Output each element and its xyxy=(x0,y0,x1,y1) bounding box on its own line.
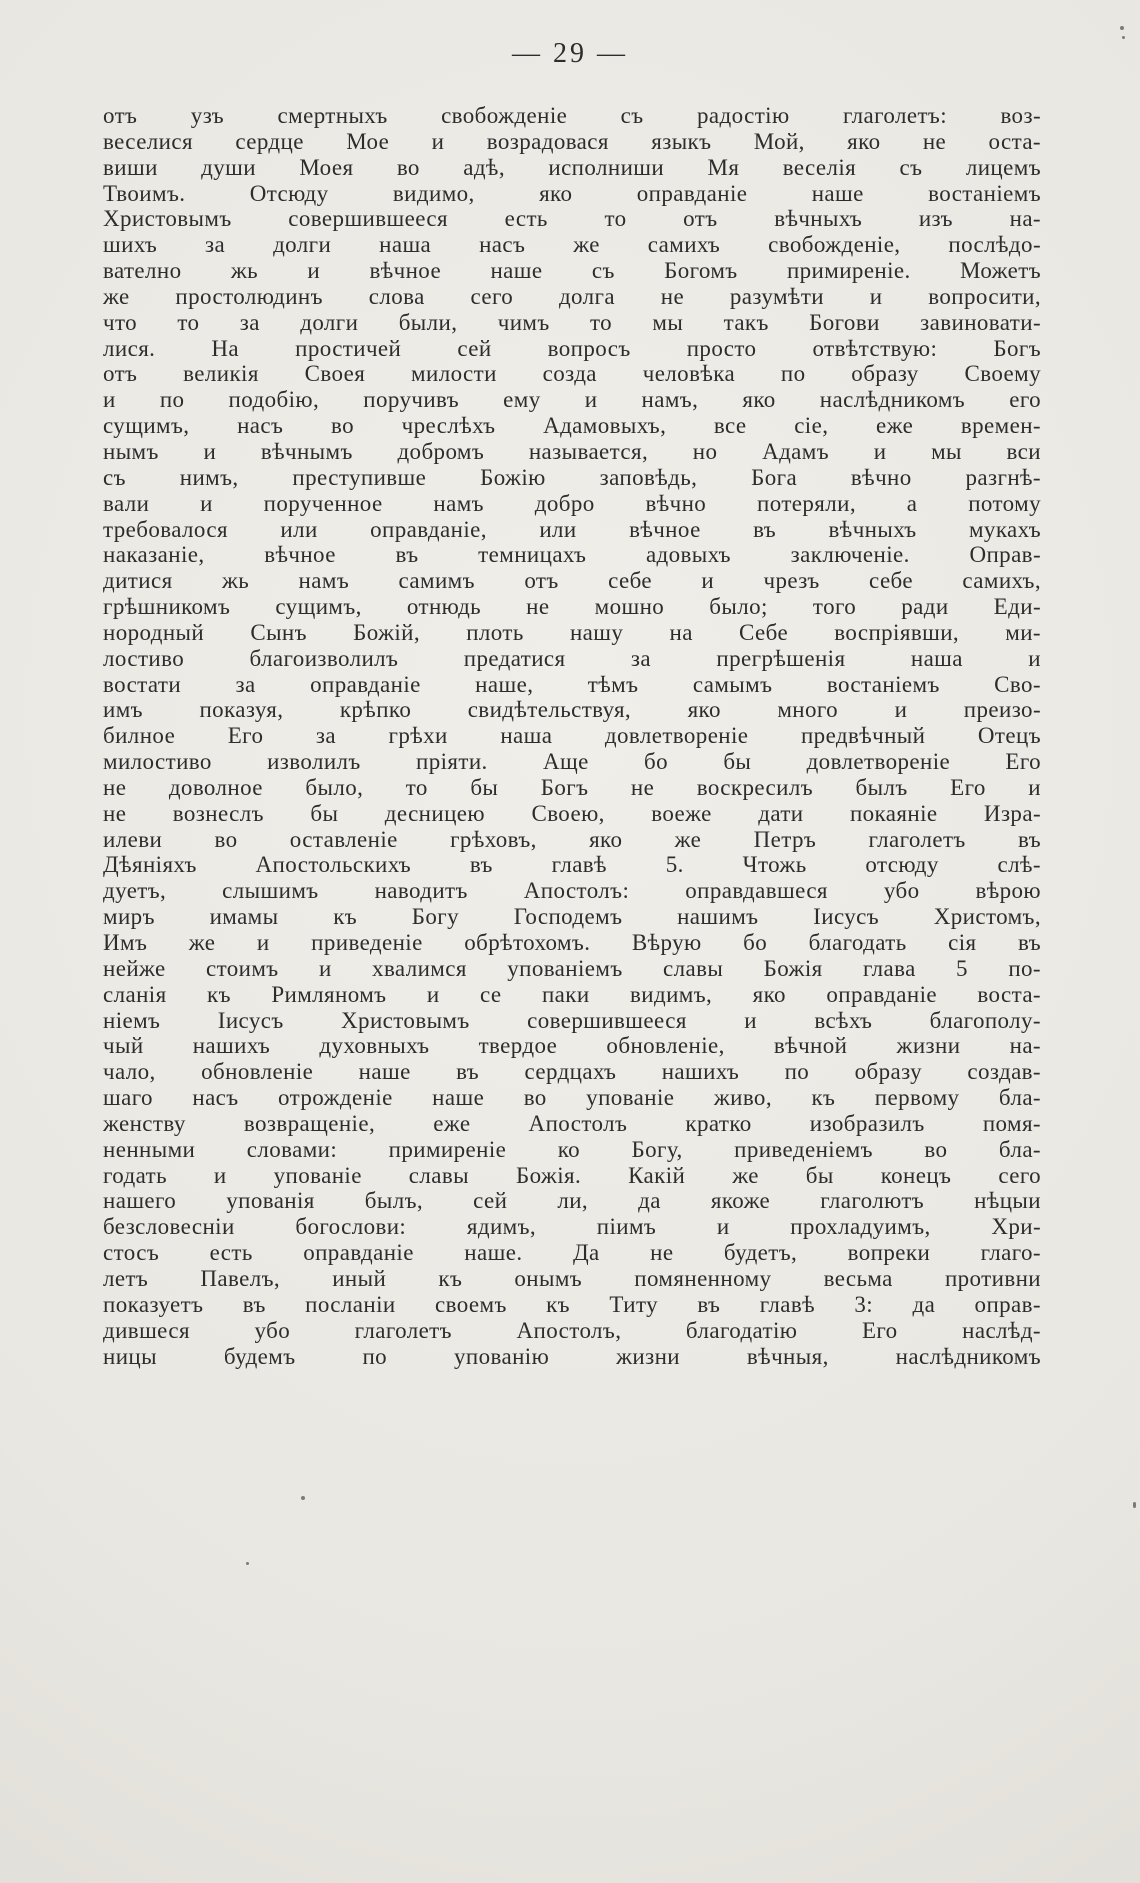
scan-speck xyxy=(1122,36,1125,39)
text-line: вали и порученное намъ добро вѣчно потеряли, а потому xyxy=(103,490,1041,516)
text-line: безсловесніи богослови: ядимъ, піимъ и прохладуимъ, Хри- xyxy=(103,1214,1041,1240)
text-line: востати за оправданіе наше, тѣмъ самымъ востаніемъ Сво- xyxy=(103,671,1041,697)
text-line: ненными словами: примиреніе ко Богу, приведеніемъ во бла- xyxy=(103,1136,1041,1162)
text-line: ницы будемъ по упованію жизни вѣчныя, наслѣдникомъ xyxy=(103,1343,1041,1369)
text-line: нымъ и вѣчнымъ добромъ называется, но Адамъ и мы вси xyxy=(103,438,1041,464)
text-line: годать и упованіе славы Божія. Какій же бы конецъ сего xyxy=(103,1162,1041,1188)
text-line: лостиво благоизволилъ предатися за прегрѣшенія наша и xyxy=(103,645,1041,671)
text-line: ніемъ Іисусъ Христовымъ совершившееся и всѣхъ благополу- xyxy=(103,1007,1041,1033)
text-line: отъ узъ смертныхъ свобожденіе съ радостію глаголетъ: воз- xyxy=(103,103,1041,128)
page-header xyxy=(0,38,1140,70)
text-line: наказаніе, вѣчное въ темницахъ адовыхъ заключеніе. Оправ- xyxy=(103,542,1041,568)
text-line: сущимъ, насъ во чреслѣхъ Адамовыхъ, все сіе, еже времен- xyxy=(103,413,1041,439)
text-line: Имъ же и приведеніе обрѣтохомъ. Вѣрую бо благодать сія въ xyxy=(103,930,1041,955)
text-line: грѣшникомъ сущимъ, отнюдь не мошно было; того ради Еди- xyxy=(103,594,1041,620)
scan-speck xyxy=(246,1562,249,1565)
text-line: шаго насъ отрожденіе наше во упованіе живо, къ первому бла- xyxy=(103,1085,1041,1111)
text-line: веселися сердце Мое и возрадовася языкъ Мой, яко не оста- xyxy=(103,128,1041,154)
text-line: имъ показуя, крѣпко свидѣтельствуя, яко много и преизо- xyxy=(103,697,1041,723)
text-line: Христовымъ совершившееся есть то отъ вѣчныхъ изъ на- xyxy=(103,206,1041,232)
text-line: дившеся убо глаголетъ Апостолъ, благодатію Его наслѣд- xyxy=(103,1317,1041,1343)
text-line: шихъ за долги наша насъ же самихъ свобожденіе, послѣдо- xyxy=(103,232,1041,258)
text-line: Твоимъ. Отсюду видимо, яко оправданіе наше востаніемъ xyxy=(103,180,1041,206)
text-line: лися. На простичей сей вопросъ просто отвѣтствую: Богъ xyxy=(103,335,1041,361)
text-line: вателно жь и вѣчное наше съ Богомъ примиреніе. Можетъ xyxy=(103,258,1041,284)
text-line: что то за долги были, чимъ то мы такъ Богови завиновати- xyxy=(103,309,1041,335)
text-line: сланія къ Римляномъ и се паки видимъ, яко оправданіе воста- xyxy=(103,981,1041,1007)
text-line: нашего упованія былъ, сей ли, да якоже глаголютъ нѣцыи xyxy=(103,1188,1041,1214)
text-line: женству возвращеніе, еже Апостолъ кратко изобразилъ помя- xyxy=(103,1110,1041,1136)
text-line: нейже стоимъ и хвалимся упованіемъ славы Божія глава 5 по- xyxy=(103,955,1041,981)
text-line: летъ Павелъ, иный къ онымъ помяненному весьма противни xyxy=(103,1265,1041,1291)
text-line: не вознеслъ бы десницею Своею, воеже дати покаяніе Изра- xyxy=(103,800,1041,826)
text-line: съ нимъ, преступивше Божію заповѣдь, Бога вѣчно разгнѣ- xyxy=(103,464,1041,490)
text-line: отъ великія Своея милости созда человѣка по образу Своему xyxy=(103,361,1041,387)
text-line: миръ имамы къ Богу Господемъ нашимъ Іисусъ Христомъ, xyxy=(103,904,1041,930)
text-line: дуетъ, слышимъ наводитъ Апостолъ: оправдавшеся убо вѣрою xyxy=(103,878,1041,904)
text-line: и по подобію, поручивъ ему и намъ, яко наслѣдникомъ его xyxy=(103,387,1041,413)
scan-speck xyxy=(1120,26,1124,30)
text-line: показуетъ въ посланіи своемъ къ Титу въ главѣ 3: да оправ- xyxy=(103,1291,1041,1317)
text-line: же простолюдинъ слова сего долга не разумѣти и вопросити, xyxy=(103,283,1041,309)
page-number: — 29 — xyxy=(512,38,628,69)
text-line: не доволное было, то бы Богъ не воскресилъ былъ Его и xyxy=(103,774,1041,800)
text-line: илеви во оставленіе грѣховъ, яко же Петръ глаголетъ въ xyxy=(103,826,1041,852)
text-line: милостиво изволилъ пріяти. Аще бо бы довлетвореніе Его xyxy=(103,749,1041,775)
text-line: билное Его за грѣхи наша довлетвореніе предвѣчный Отецъ xyxy=(103,723,1041,749)
text-line: стосъ есть оправданіе наше. Да не будетъ, вопреки глаго- xyxy=(103,1240,1041,1266)
text-line: чало, обновленіе наше въ сердцахъ нашихъ по образу создав- xyxy=(103,1059,1041,1085)
text-line: Дѣяніяхъ Апостольскихъ въ главѣ 5. Чтожь отсюду слѣ- xyxy=(103,852,1041,878)
text-line: нородный Сынъ Божій, плоть нашу на Себе воспріявши, ми- xyxy=(103,619,1041,645)
text-line: виши души Моея во адѣ, исполниши Мя веселія съ лицемъ xyxy=(103,154,1041,180)
text-line: дитися жь намъ самимъ отъ себе и чрезъ себе самихъ, xyxy=(103,568,1041,594)
scan-speck xyxy=(301,1496,305,1500)
scan-speck xyxy=(1133,1502,1136,1508)
text-line: требовалося или оправданіе, или вѣчное въ вѣчныхъ мукахъ xyxy=(103,516,1041,542)
body-text xyxy=(103,103,1041,1369)
text-line: чый нашихъ духовныхъ твердое обновленіе, вѣчной жизни на- xyxy=(103,1033,1041,1059)
